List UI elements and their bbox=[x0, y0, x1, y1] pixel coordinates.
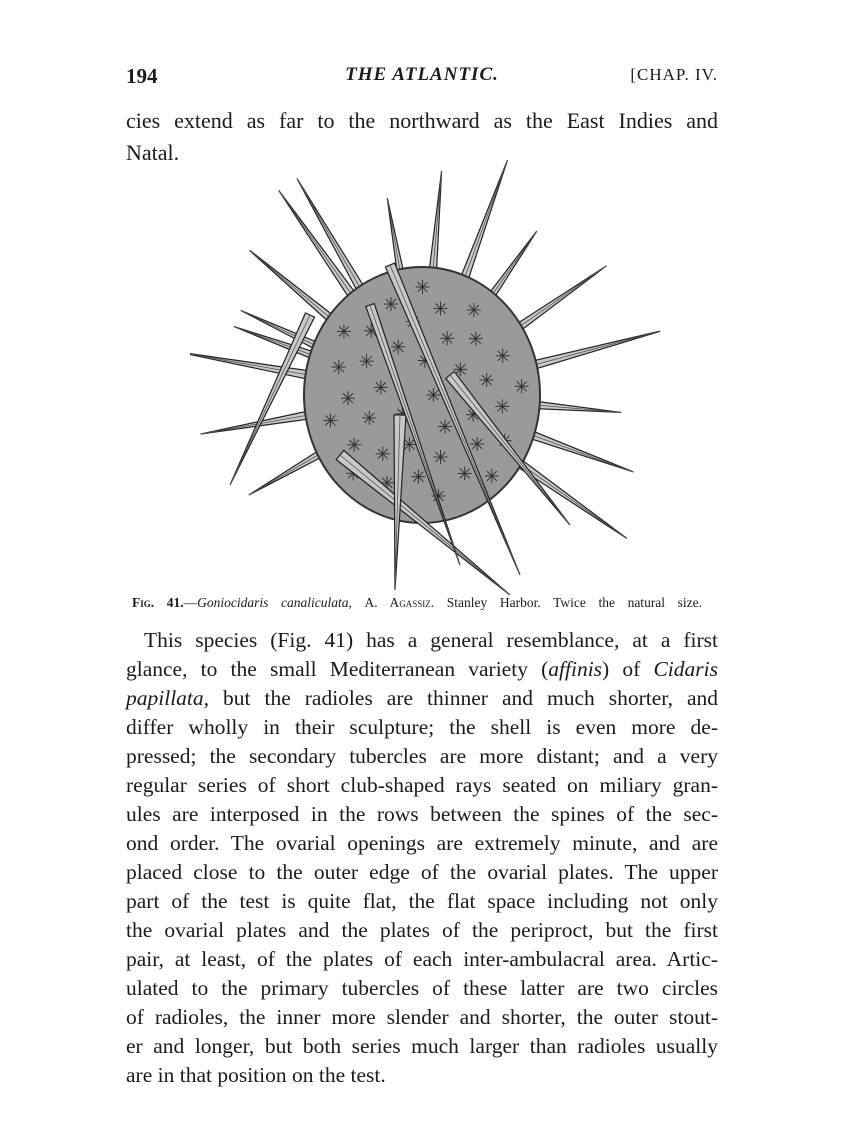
paragraph-line: ulated to the primary tubercles of these latter are two circles bbox=[126, 976, 718, 1000]
paragraph-line: pressed; the secondary tubercles are more distant; and a very bbox=[126, 744, 718, 768]
caption-label: Fig. 41. bbox=[132, 595, 184, 610]
paragraph-line: er and longer, but both series much larger than radioles usually bbox=[126, 1034, 718, 1058]
urchin-shell bbox=[304, 267, 540, 523]
paragraph-line: pair, at least, of the plates of each inter-ambulacral area. Artic- bbox=[126, 947, 718, 971]
paragraph-line: part of the test is quite flat, the flat space including not only bbox=[126, 889, 718, 913]
paragraph-line: This species (Fig. 41) has a general resemblance, at a first bbox=[144, 628, 718, 652]
caption-rest: Stanley Harbor. Twice the natural size. bbox=[446, 595, 703, 610]
chapter-label: [CHAP. IV. bbox=[630, 65, 718, 84]
italic-term: Cidaris bbox=[653, 657, 718, 681]
paragraph-line: ules are interposed in the rows between the spines of the sec- bbox=[126, 802, 718, 826]
paragraph-line: ond order. The ovarial openings are extremely minute, and are bbox=[126, 831, 718, 855]
text-run: but the radioles are thinner and much shorter, and bbox=[209, 686, 718, 710]
text-run: ) of bbox=[602, 657, 654, 681]
intro-line-2: Natal. bbox=[126, 140, 180, 165]
running-title: THE ATLANTIC. bbox=[345, 64, 499, 85]
paragraph-line: differ wholly in their sculpture; the shell is even more de- bbox=[126, 715, 718, 739]
intro-line-1: cies extend as far to the northward as the East Indies and bbox=[126, 108, 718, 133]
paragraph-line: regular series of short club-shaped rays seated on miliary gran- bbox=[126, 773, 718, 797]
text-run: glance, to the small Mediterranean variety ( bbox=[126, 657, 549, 681]
paragraph-line: placed close to the outer edge of the ovarial plates. The upper bbox=[126, 860, 718, 884]
paragraph-line bbox=[126, 657, 718, 682]
paragraph-line bbox=[126, 686, 718, 711]
page-number: 194 bbox=[126, 64, 158, 88]
paragraph-line: the ovarial plates and the plates of the periproct, but the first bbox=[126, 918, 718, 942]
caption-species: Goniocidaris canaliculata, bbox=[197, 595, 352, 610]
figure-caption bbox=[132, 595, 702, 611]
italic-term: affinis bbox=[548, 657, 603, 681]
italic-term: papillata, bbox=[126, 686, 210, 710]
sea-urchin-illustration bbox=[190, 155, 660, 595]
sea-urchin-figure bbox=[190, 155, 660, 595]
caption-author: A. Agassiz. bbox=[364, 595, 435, 610]
paragraph-line: of radioles, the inner more slender and shorter, the outer stout- bbox=[126, 1005, 718, 1029]
paragraph-last-line: are in that position on the test. bbox=[126, 1063, 386, 1087]
running-header bbox=[126, 64, 718, 100]
caption-dash: — bbox=[183, 595, 198, 610]
